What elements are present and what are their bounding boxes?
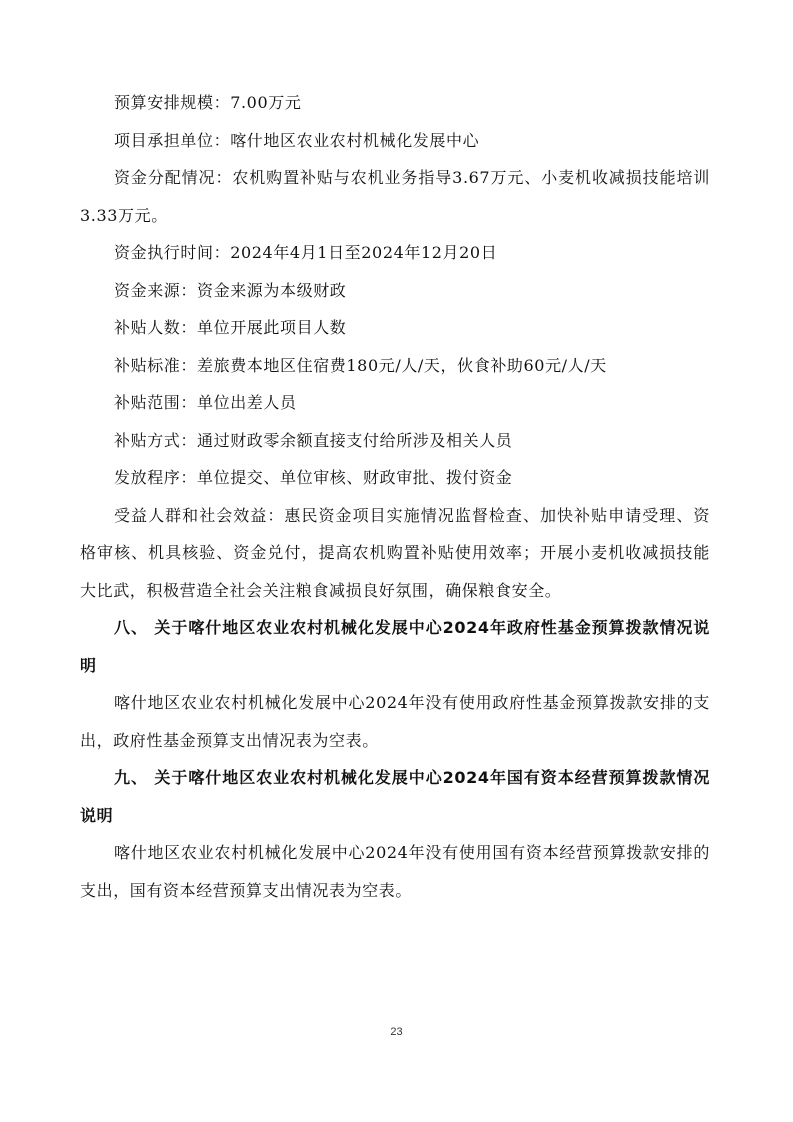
- subsidy-method-line: 补贴方式：通过财政零余额直接支付给所涉及相关人员: [114, 430, 513, 450]
- section-9-body: 喀什地区农业农村机械化发展中心2024年没有使用国有资本经营预算拨款安排的支出，国有资本经营预算支出情况表为空表。: [80, 843, 710, 900]
- document-body: [80, 84, 710, 909]
- distribution-procedure-line: 发放程序：单位提交、单位审核、财政审批、拨付资金: [114, 468, 513, 487]
- execution-time-line: 资金执行时间：2024年4月1日至2024年12月20日: [114, 243, 498, 262]
- subsidy-count-line: 补贴人数：单位开展此项目人数: [114, 318, 347, 337]
- budget-scale-line: 预算安排规模：7.00万元: [114, 93, 302, 112]
- subsidy-scope-line: 补贴范围：单位出差人员: [114, 393, 297, 412]
- subsidy-standard-line: 补贴标准：差旅费本地区住宿费180元/人/天，伙食补助60元/人/天: [114, 355, 607, 375]
- section-8-heading: 八、 关于喀什地区农业农村机械化发展中心2024年政府性基金预算拨款情况说明: [80, 618, 710, 675]
- fund-source-line: 资金来源：资金来源为本级财政: [114, 280, 347, 300]
- beneficiaries-benefits-paragraph: 受益人群和社会效益：惠民资金项目实施情况监督检查、加快补贴申请受理、资格审核、机具核验、资金兑付，提高农机购置补贴使用效率；开展小麦机收减损技能大比武，积极营造全社会关注粮食减损良好氛围，确保粮食安全。: [80, 505, 710, 600]
- undertaking-unit-line: 项目承担单位：喀什地区农业农村机械化发展中心: [114, 130, 480, 150]
- fund-allocation-line: 资金分配情况：农机购置补贴与农机业务指导3.67万元、小麦机收减损技能培训3.33万元。: [80, 168, 710, 225]
- page-number: 23: [390, 1026, 403, 1038]
- section-8-body: 喀什地区农业农村机械化发展中心2024年没有使用政府性基金预算拨款安排的支出，政府性基金预算支出情况表为空表。: [80, 693, 710, 750]
- section-9-heading: 九、 关于喀什地区农业农村机械化发展中心2024年国有资本经营预算拨款情况说明: [80, 768, 710, 825]
